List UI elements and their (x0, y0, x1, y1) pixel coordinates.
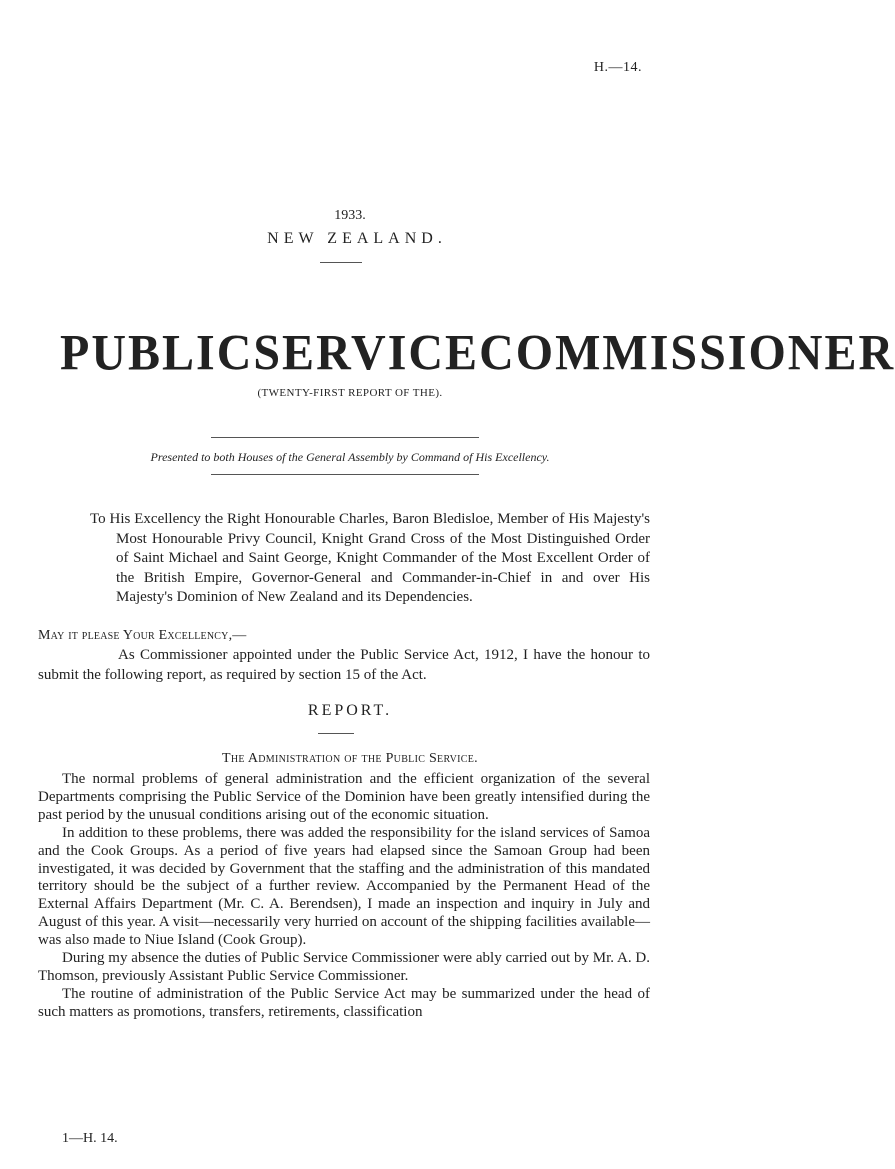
divider-rule (318, 733, 354, 734)
title-word: SERVICE (253, 325, 480, 382)
intro-paragraph: As Commissioner appointed under the Public Service Act, 1912, I have the honour to submit the following report, as required by section 15 of the Act. (38, 647, 650, 683)
title-word: COMMISSIONER (479, 325, 895, 382)
salutation: May it please Your Excellency,— (38, 628, 247, 643)
divider-rule (320, 262, 362, 263)
presentation-note: Presented to both Houses of the General Assembly by Command of His Excellency. (150, 450, 550, 464)
body-paragraph: The normal problems of general administration and the efficient organization of the several Departments comprising the Public Service of the Dominion have been greatly intensified during the past period by the unusual conditions arising out of the economic situation. (38, 771, 650, 823)
main-title (60, 325, 895, 382)
report-subtitle: (TWENTY-FIRST REPORT OF THE). (257, 387, 443, 399)
title-word: PUBLIC (60, 325, 254, 382)
body-paragraph: During my absence the duties of Public Service Commissioner were ably carried out by Mr. A. D. Thomson, previously Assistant Public Service Commissioner. (38, 950, 650, 984)
report-body (38, 771, 650, 1022)
address-block: To His Excellency the Right Honourable Charles, Baron Bledisloe, Member of His Majesty's Most Honourable Privy Council, Knight Grand Cross of the Most Distinguished Order of Saint Michael and Saint George, Knight Commander of the Most Excellent Order of the British Empire, Governor-General and Commander-in-Chief in and over His Majesty's Dominion of New Zealand and its Dependencies. (90, 511, 650, 605)
country-heading: NEW ZEALAND. (267, 230, 447, 247)
report-heading: REPORT. (307, 702, 393, 719)
body-paragraph: The routine of administration of the Public Service Act may be summarized under the head of such matters as promotions, transfers, retirements, classification (38, 985, 650, 1020)
report-year: 1933. (334, 208, 366, 223)
sheet-reference: 1—H. 14. (62, 1131, 118, 1146)
body-paragraph: In addition to these problems, there was added the responsibility for the island services of Samoa and the Cook Groups. As a period of five years had elapsed since the Samoan Group had been investigated, it was decided by Government that the staffing and the administration of this mandated territory should be the subject of a further review. Accompanied by the Permanent Head of the External Affairs Department (Mr. C. A. Berendsen), I made an inspection and inquiry in July and August of this year. A visit—necessarily very hurried on account of the shipping facilities available—was also made to Niue Island (Cook Group). (38, 824, 650, 949)
divider-rule (211, 474, 479, 475)
page-reference: H.—14. (593, 60, 642, 75)
section-heading: The Administration of the Public Service. (222, 751, 478, 766)
divider-rule (211, 437, 479, 438)
